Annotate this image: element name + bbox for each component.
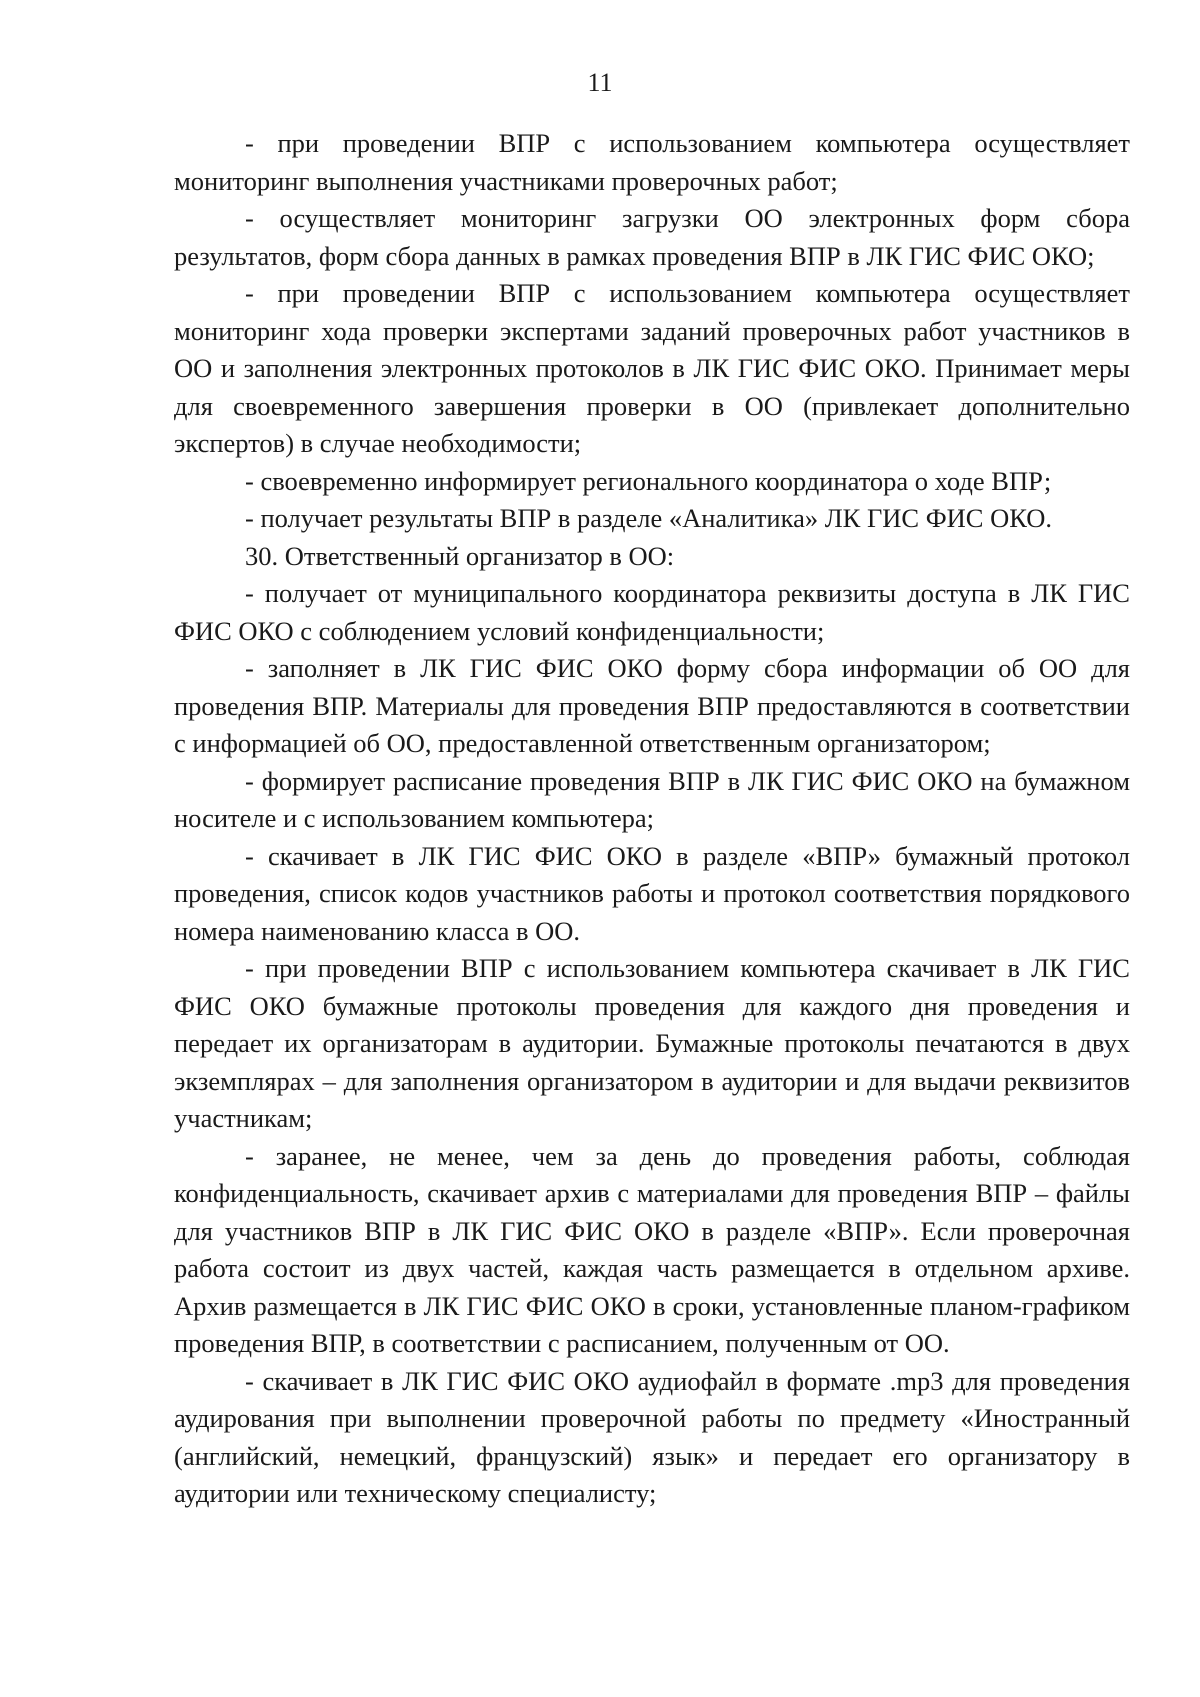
paragraph-schedule: - формирует расписание проведения ВПР в ЛК ГИС ФИС ОКО на бумажном носителе и с использованием компьютера; — [174, 765, 1130, 833]
document-body — [174, 125, 1130, 1513]
paragraph-fill-form: - заполняет в ЛК ГИС ФИС ОКО форму сбора информации об ОО для проведения ВПР. Материалы для проведения ВПР предоставляются в соответствии с информацией об ОО, предоставленной ответственным организатором; — [174, 653, 1130, 758]
paragraph-access-credentials: - получает от муниципального координатора реквизиты доступа в ЛК ГИС ФИС ОКО с соблюдением условий конфиденциальности; — [174, 578, 1130, 646]
paragraph-monitoring-experts: - при проведении ВПР с использованием компьютера осуществляет мониторинг хода проверки экспертами заданий проверочных работ участников в ОО и заполнения электронных протоколов в ЛК ГИС ФИС ОКО. Принимает меры для своевременного завершения проверки в ОО (привлекает дополнительно экспертов) в случае необходимости; — [174, 278, 1130, 458]
paragraph-monitoring-computer: - при проведении ВПР с использованием компьютера осуществляет мониторинг выполнения участниками проверочных работ; — [174, 128, 1130, 196]
paragraph-download-paper-protocols: - при проведении ВПР с использованием компьютера скачивает в ЛК ГИС ФИС ОКО бумажные протоколы проведения для каждого дня проведения и передает их организаторам в аудитории. Бумажные протоколы печатаются в двух экземплярах – для заполнения организатором в аудитории и для выдачи реквизитов участникам; — [174, 953, 1130, 1133]
paragraph-download-archive: - заранее, не менее, чем за день до проведения работы, соблюдая конфиденциальность, скачивает архив с материалами для проведения ВПР – файлы для участников ВПР в ЛК ГИС ФИС ОКО в разделе «ВПР». Если проверочная работа состоит из двух частей, каждая часть размещается в отдельном архиве. Архив размещается в ЛК ГИС ФИС ОКО в сроки, установленные планом-графиком проведения ВПР, в соответствии с расписанием, полученным от ОО. — [174, 1140, 1130, 1358]
paragraph-inform-coordinator: - своевременно информирует регионального координатора о ходе ВПР; — [245, 465, 1052, 496]
paragraph-get-results: - получает результаты ВПР в разделе «Аналитика» ЛК ГИС ФИС ОКО. — [245, 503, 1053, 533]
page-number: 11 — [587, 68, 613, 97]
paragraph-download-protocol: - скачивает в ЛК ГИС ФИС ОКО в разделе «ВПР» бумажный протокол проведения, список кодов участников работы и протокол соответствия порядкового номера наименованию класса в ОО. — [174, 840, 1130, 946]
paragraph-monitoring-upload: - осуществляет мониторинг загрузки ОО электронных форм сбора результатов, форм сбора данных в рамках проведения ВПР в ЛК ГИС ФИС ОКО; — [174, 203, 1130, 271]
paragraph-download-audio: - скачивает в ЛК ГИС ФИС ОКО аудиофайл в формате .mp3 для проведения аудирования при выполнении проверочной работы по предмету «Иностранный (английский, немецкий, французский) язык» и передает его организатору в аудитории или техническому специалисту; — [174, 1365, 1130, 1508]
section-heading-30: 30. Ответственный организатор в ОО: — [245, 540, 675, 571]
